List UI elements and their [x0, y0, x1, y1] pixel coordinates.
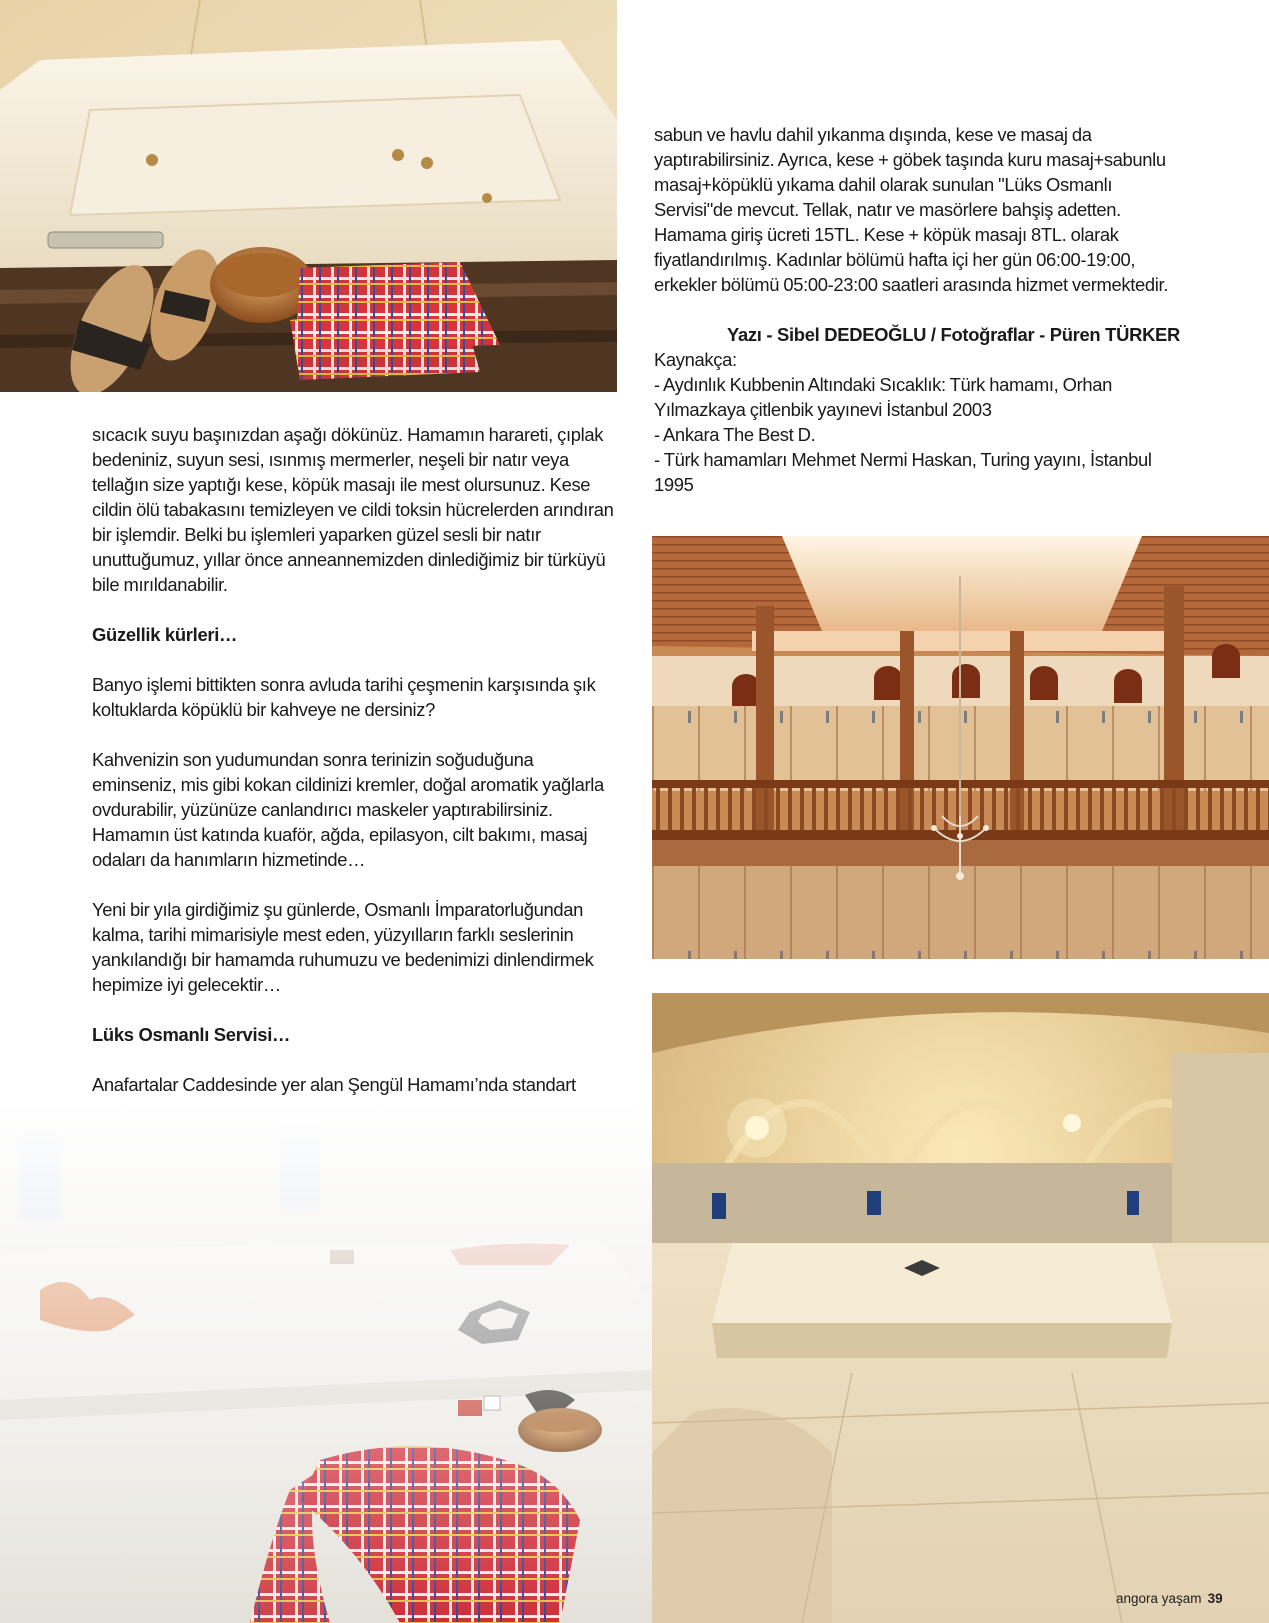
marble-hall-photo — [652, 993, 1269, 1623]
body-paragraph: Yeni bir yıla girdiğimiz şu günlerde, Osmanlı İmparatorluğundan kalma, tarihi mimarisiyle mest eden, yüzyılların farklı seslerinin yankılandığı bir hamamda ruhumuzu ve bedenimizi dinlendirmek hepimize iyi gelecektir… — [92, 899, 594, 995]
author-photographer-credit: Yazı - Sibel DEDEOĞLU / Fotoğraflar - Püren TÜRKER — [727, 324, 1180, 345]
body-paragraph: Anafartalar Caddesinde yer alan Şengül Hamamı’nda standart — [92, 1074, 576, 1095]
source-item: - Ankara The Best D. — [654, 424, 816, 445]
section-heading: Lüks Osmanlı Servisi… — [92, 1024, 291, 1045]
source-item: - Türk hamamları Mehmet Nermi Haskan, Turing yayını, İstanbul 1995 — [654, 449, 1152, 495]
jacuzzi-photo — [0, 0, 617, 392]
wooden-gallery-photo — [652, 536, 1269, 959]
body-paragraph: sabun ve havlu dahil yıkanma dışında, kese ve masaj da yaptırabilirsiniz. Ayrıca, kese + göbek taşında kuru masaj+sabunlu masaj+köpüklü yıkama dahil olarak sunulan "Lüks Osmanlı Servisi"de mevcut. Tellak, natır ve masörlere bahşiş adetten. Hamama giriş ücreti 15TL. Kese + köpük masajı 8TL. olarak fiyatlandırılmış. Kadınlar bölümü hafta içi her gün 06:00-19:00, erkekler bölümü 05:00-23:00 saatleri arasında hizmet vermektedir. — [654, 124, 1168, 295]
left-text-column — [92, 422, 619, 1122]
right-text-column — [654, 122, 1180, 497]
source-item: - Aydınlık Kubbenin Altındaki Sıcaklık: Türk hamamı, Orhan Yılmazkaya çitlenbik yayınevi İstanbul 2003 — [654, 374, 1113, 420]
sources-title: Kaynakça: — [654, 349, 737, 370]
body-paragraph: sıcacık suyu başınızdan aşağı dökünüz. Hamamın harareti, çıplak bedeniniz, suyun sesi, ısınmış mermerler, neşeli bir natır veya tellağın size yaptığı kese, köpük masajı ile mest olursunuz. Kese cildin ölü tabakasını temizleyen ve cildi toksin hücrelerden arındıran bir işlemdir. Belki bu işlemleri yaparken güzel sesli bir natır unuttuğumuz, yıllar önce anneannemizden dinlediğimiz bir türküyü bile mırıldanabilir. — [92, 424, 614, 595]
magazine-name: angora yaşam — [1116, 1591, 1202, 1606]
body-paragraph: Banyo işlemi bittikten sonra avluda tarihi çeşmenin karşısında şık koltuklarda köpüklü bir kahveye ne dersiniz? — [92, 674, 596, 720]
page-number: 39 — [1207, 1591, 1223, 1606]
section-heading: Güzellik kürleri… — [92, 624, 238, 645]
body-paragraph: Kahvenizin son yudumundan sonra terinizin soğuduğuna eminseniz, mis gibi kokan cildinizi kremler, doğal aromatik yağlarla ovdurabilir, yüzünüze canlandırıcı maskeler yaptırabilirsiniz. Hamamın üst katında kuaför, ağda, epilasyon, cilt bakımı, masaj odaları da hanımların hizmetinde… — [92, 749, 604, 870]
page-folio — [1116, 1591, 1223, 1606]
gobek-tasi-photo — [0, 1100, 652, 1623]
